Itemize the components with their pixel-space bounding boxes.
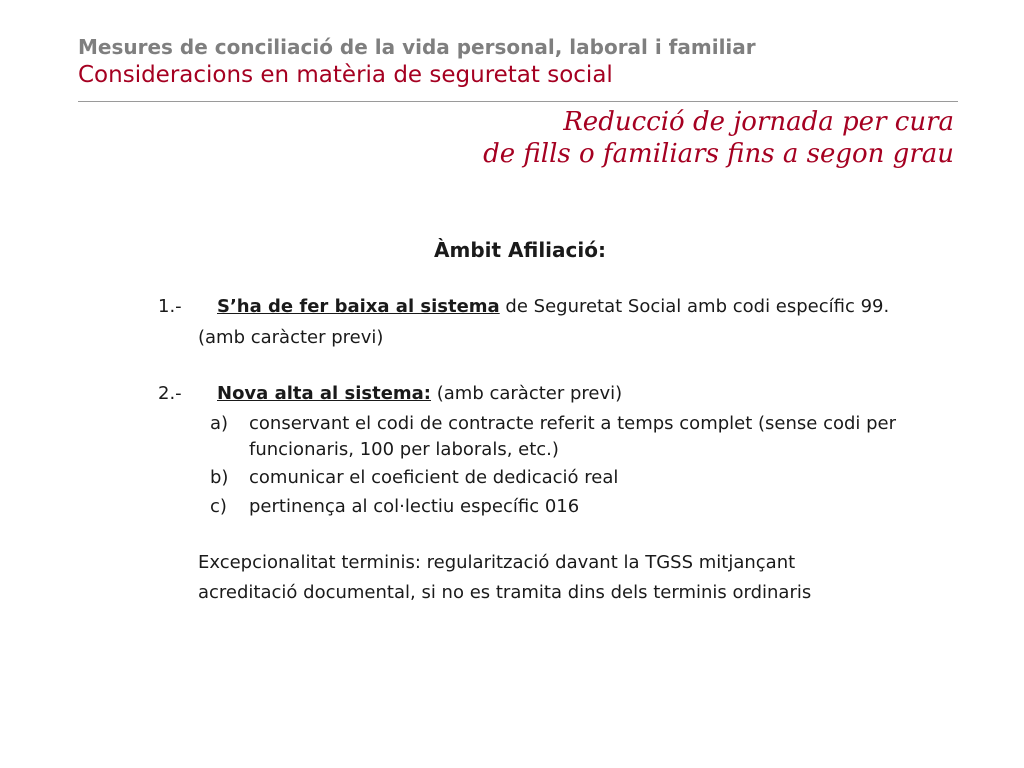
content-heading: Àmbit Afiliació: [434,238,606,262]
exception-line2: acreditació documental, si no es tramita dins dels terminis ordinaris [198,582,812,603]
subitem-letter: b) [210,467,229,488]
header-supertitle: Mesures de conciliació de la vida personal, laboral i familiar [78,35,756,59]
header-title: Consideracions en matèria de seguretat social [78,62,613,88]
item2-number: 2.- [158,383,182,404]
subitem-text: pertinença al col·lectiu específic 016 [249,496,580,517]
item1-note: (amb caràcter previ) [198,327,384,348]
section-title-line2: de fills o familiars fins a segon grau [483,139,954,169]
subitem-letter: a) [210,413,229,434]
item1-number: 1.- [158,296,182,317]
section-title-line1: Reducció de jornada per cura [563,107,954,137]
item1-emphasis: S’ha de fer baixa al sistema [217,296,500,317]
item1-text [217,294,889,320]
subitem-text: comunicar el coeficient de dedicació real [249,467,619,488]
subitem-text-continued: funcionaris, 100 per laborals, etc.) [249,439,559,460]
item2-rest: (amb caràcter previ) [431,383,623,404]
item2-text [217,381,622,407]
exception-line1: Excepcionalitat terminis: regularització davant la TGSS mitjançant [198,552,796,573]
subitem-letter: c) [210,496,227,517]
item2-emphasis: Nova alta al sistema: [217,383,432,404]
item1-rest: de Seguretat Social amb codi específic 99. [499,296,890,317]
subitem-text: conservant el codi de contracte referit a temps complet (sense codi per [249,413,897,434]
